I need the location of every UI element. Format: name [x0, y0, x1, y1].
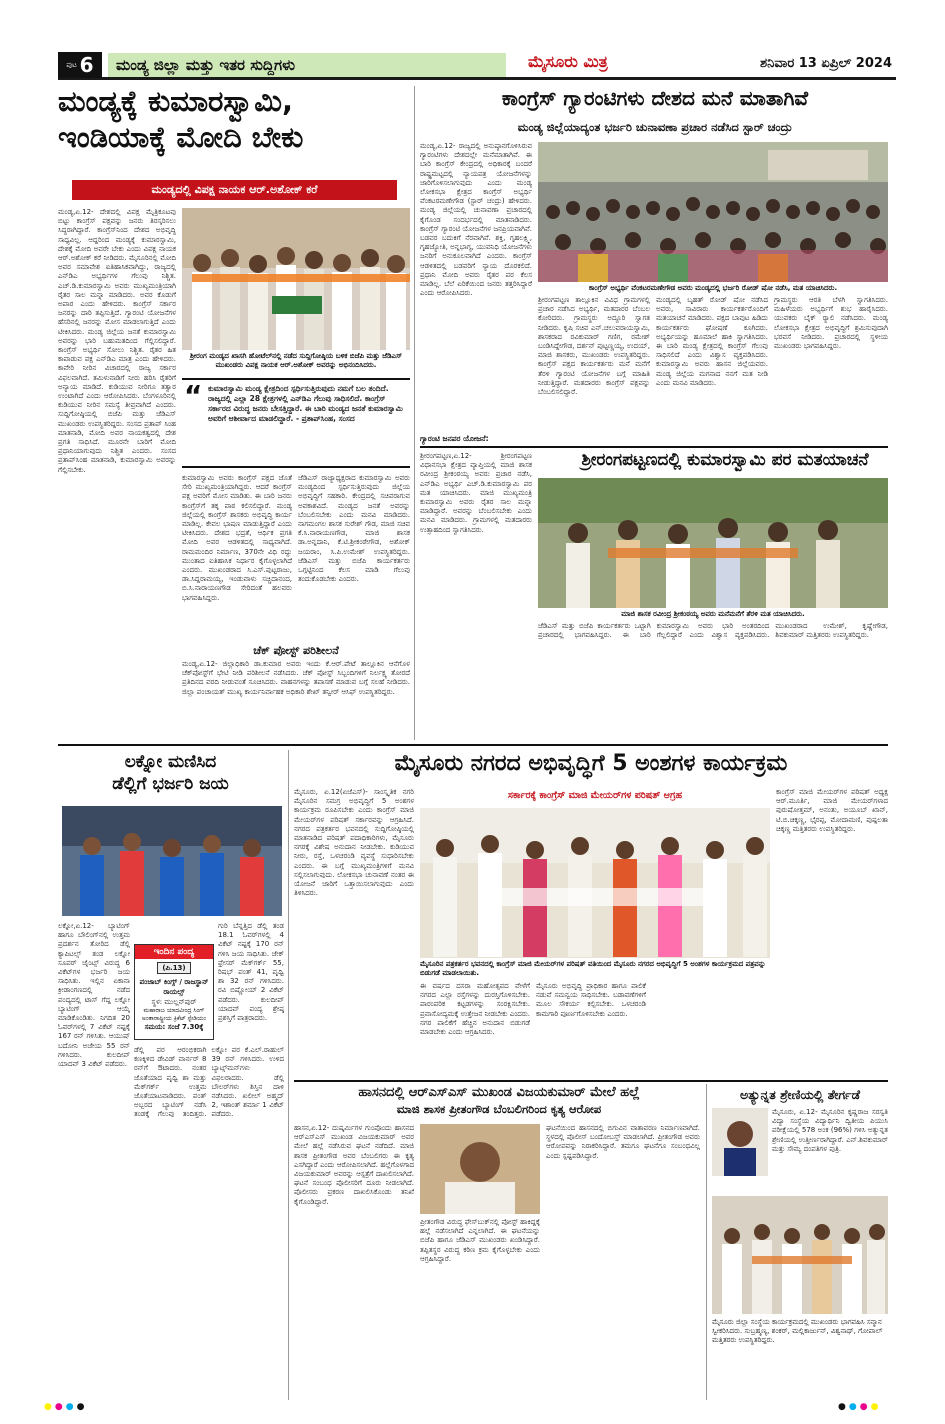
story2-col4-text: ಗ್ರಾಮಸ್ಥರು ಆರತಿ ಬೆಳಗಿ ಸ್ವಾಗತಿಸಿದರು. ಮಹಿಳೆಯರು ಅಭ್ಯರ್ಥಿಗೆ ಶುಭ ಹಾರೈಸಿದರು. ಯುವಕರು ಬೈಕ್ ರ‍್ಯಾಲಿ ನಡೆಸಿದರು. ಮಂಡ್ಯ ಲೋಕಸಭಾ ಕ್ಷೇತ್ರದ ಅಭಿವೃದ್ಧಿಗೆ ಶ್ರಮಿಸುವುದಾಗಿ ಭರವಸೆ ನೀಡಿದರು. ಪ್ರಚಾರದಲ್ಲಿ ಸ್ಥಳೀಯ ಮುಖಂಡರು ಭಾಗವಹಿಸಿದ್ದರು. [774, 296, 888, 351]
page-number-badge [58, 52, 102, 78]
story4-photo [420, 808, 770, 958]
story4-col3 [536, 982, 646, 1074]
infobox-title: ಇಂದಿನ ಪಂದ್ಯ [135, 945, 213, 959]
story3-col-left [420, 452, 532, 740]
infobox-details: ಮಹಾರಾಜ ಯಾದವೀಂದ್ರ ಸಿಂಗ್ ಅಂತಾರಾಷ್ಟ್ರೀಯ ಕ್ರಿಕೆಟ್ ಸ್ಟೇಡಿಯಂ [141, 1007, 207, 1022]
sports-col3-text: ಡೆಲ್ಲಿ ಪರ ಆರಂಭಿಕರಾಗಿ ಕಣಕ್ಕಿಳಿದ ಡೇವಿಡ್ ವಾರ್ನರ್ 8 ರನ್‌ಗೆ ಔಟಾದರು. ನಂತರ ಜೊತೆಯಾದ ಪೃಥ್ವಿ ಶಾ ಮತ್ತು ಮೆಕ್‌ಗರ್ಕ್ ಉತ್ತಮ ಜೊತೆಯಾಟವಾಡಿದರು. ಪಂತ್ ಅಬ್ಬರದ ಬ್ಯಾಟಿಂಗ್ ನಡೆಸಿ ತಂಡಕ್ಕೆ ಗೆಲುವು ತಂದಿತ್ತರು. ಲಕ್ನೋ ಪರ ಕೆ.ಎಲ್.ರಾಹುಲ್ 39 ರನ್ ಗಳಿಸಿದರು. ಉಳಿದ ಬ್ಯಾಟ್ಸ್‌ಮನ್‌ಗಳು ವಿಫಲರಾದರು. ಡೆಲ್ಲಿ ಬೌಲರ್‌ಗಳು ಶಿಸ್ತಿನ ದಾಳಿ ನಡೆಸಿದರು. ಖಲೀಲ್ ಅಹ್ಮದ್ 2, ಇಶಾಂತ್ ಶರ್ಮಾ 1 ವಿಕೆಟ್ ಪಡೆದರು. [134, 1046, 284, 1119]
column-rule [288, 750, 289, 1400]
sports-photo [62, 806, 282, 916]
check-post-title: ಚೆಕ್ ಪೋಸ್ಟ್ ಪರಿಶೀಲನೆ [253, 644, 339, 657]
story4-col2-text: ಈ ವರ್ಷದ ದಸರಾ ಮಹೋತ್ಸವದ ವೇಳೆಗೆ ನಗರದ ಎಲ್ಲಾ ರಸ್ತೆಗಳನ್ನು ದುರಸ್ತಿಗೊಳಿಸಬೇಕು. ಪಾರಂಪರಿಕ ಕಟ್ಟಡಗಳನ್ನು ಸಂರಕ್ಷಿಸಬೇಕು. ಪ್ರವಾಸೋದ್ಯಮಕ್ಕೆ ಉತ್ತೇಜನ ನೀಡಬೇಕು ಎಂದರು. ನಗರ ಪಾಲಿಕೆಗೆ ಹೆಚ್ಚಿನ ಅನುದಾನ ಬಿಡುಗಡೆ ಮಾಡಬೇಕು ಎಂದು ಆಗ್ರಹಿಸಿದರು. [420, 982, 530, 1037]
story5-col2 [420, 1218, 540, 1400]
story2-col3-text: ಮಂಡ್ಯದಲ್ಲಿ ಬೃಹತ್ ರೋಡ್ ಷೋ ನಡೆಸಿದ ಅವರು, ಸಾವಿರಾರು ಕಾರ್ಯಕರ್ತರೊಂದಿಗೆ ಮತಯಾಚನೆ ಮಾಡಿದರು. ಪಕ್ಷದ ಬಾವುಟ ಹಿಡಿದು ಕಾರ್ಯಕರ್ತರು ಘೋಷಣೆ ಕೂಗಿದರು. ಅಭ್ಯರ್ಥಿಯನ್ನು ಹೂಮಾಲೆ ಹಾಕಿ ಸ್ವಾಗತಿಸಿದರು. ಈ ಬಾರಿ ಮಂಡ್ಯ ಕ್ಷೇತ್ರದಲ್ಲಿ ಕಾಂಗ್ರೆಸ್ ಗೆಲುವು ಸಾಧಿಸಲಿದೆ ಎಂದು ವಿಶ್ವಾಸ ವ್ಯಕ್ತಪಡಿಸಿದರು. ಕುಮಾರಸ್ವಾಮಿ ಅವರು ಹಾಸನ ಜಿಲ್ಲೆಯವರು. ಮಂಡ್ಯ ಜಿಲ್ಲೆಯ ಮಗನಾದ ನನಗೆ ಮತ ನೀಡಿ ಎಂದು ಮನವಿ ಮಾಡಿದರು. [656, 296, 768, 387]
story1-headline [58, 86, 413, 153]
page-label: ಪುಟ [66, 60, 77, 69]
sports-col2-text: ಗುರಿ ಬೆನ್ನತ್ತಿದ ಡೆಲ್ಲಿ ತಂಡ 18.1 ಓವರ್‌ಗಳಲ್ಲಿ 4 ವಿಕೆಟ್ ನಷ್ಟಕ್ಕೆ 170 ರನ್ ಗಳಿಸಿ ಜಯ ಸಾಧಿಸಿತು. ಜೇಕ್ ಫ್ರೇಸರ್ ಮೆಕ್‌ಗರ್ಕ್ 55, ರಿಷಭ್ ಪಂತ್ 41, ಪೃಥ್ವಿ ಶಾ 32 ರನ್ ಗಳಿಸಿದರು. ರವಿ ಬಿಷ್ಣೋಯ್ 2 ವಿಕೆಟ್ ಪಡೆದರು. ಕುಲದೀಪ್ ಯಾದವ್ ಪಂದ್ಯ ಶ್ರೇಷ್ಠ ಪ್ರಶಸ್ತಿಗೆ ಪಾತ್ರರಾದರು. [218, 922, 284, 1023]
story1-photo-caption: ಶ್ರೀರಂಗ ಮಂಡ್ಯದ ಖಾಸಗಿ ಹೋಟೆಲ್‌ನಲ್ಲಿ ನಡೆದ ಸುದ್ದಿಗೋಷ್ಠಿಯ ಬಳಿಕ ಬಿಜೆಪಿ ಮತ್ತು ಜೆಡಿಎಸ್ ಮುಖಂಡರು ವಿಪಕ್ಷ ನಾಯಕ ಆರ್.ಅಶೋಕ್ ಅವರನ್ನು ಅಭಿನಂದಿಸಿದರು. [190, 352, 402, 369]
story5-headline [294, 1086, 704, 1115]
story4-col3-text: ಮೈಸೂರು ಅಭಿವೃದ್ಧಿ ಪ್ರಾಧಿಕಾರ ಹಾಗೂ ಪಾಲಿಕೆ ನಡುವೆ ಸಮನ್ವಯ ಸಾಧಿಸಬೇಕು. ಬಡಾವಣೆಗಳಿಗೆ ಮೂಲ ಸೌಕರ್ಯ ಕಲ್ಪಿಸಬೇಕು. ಒಳಚರಂಡಿ ಕಾಮಗಾರಿ ಪೂರ್ಣಗೊಳಿಸಬೇಕು ಎಂದರು. [536, 982, 646, 1018]
story2-col2 [538, 296, 650, 434]
story3-body2-text: ಜೆಡಿಎಸ್ ಮತ್ತು ಬಿಜೆಪಿ ಕಾರ್ಯಕರ್ತರು ಒಟ್ಟಾಗಿ ಪ್ರಚಾರದಲ್ಲಿ ಭಾಗವಹಿಸಿದ್ದರು. ಈ ಬಾರಿ ಕುಮಾರಸ್ವಾಮಿ ಅವರು ಭಾರಿ ಅಂತರದಿಂದ ಗೆಲ್ಲಲಿದ್ದಾರೆ ಎಂದು ವಿಶ್ವಾಸ ವ್ಯಕ್ತಪಡಿಸಿದರು. ಮುಖಂಡರಾದ ಉಮೇಶ್, ಕೃಷ್ಣೇಗೌಡ, ಶಿವಕುಮಾರ್ ಮತ್ತಿತರರು ಉಪಸ್ಥಿತರಿದ್ದರು. [538, 622, 888, 640]
registration-marks-left: ●●●● [44, 1402, 88, 1412]
page-header [58, 50, 896, 80]
story1-photo [182, 208, 410, 350]
story6-body-text: ಮೈಸೂರು, ಏ.12- ಮೈಸೂರಿನ ಕೃಷ್ಣರಾಜ ಸರಸ್ವತಿ ವಿದ್ಯಾ ಸಂಸ್ಥೆಯ ವಿದ್ಯಾರ್ಥಿನಿ ದ್ವಿತೀಯ ಪಿಯುಸಿ ಪರೀಕ್ಷೆಯಲ್ಲಿ 578 ಅಂಕ (96%) ಗಳಿಸಿ ಅತ್ಯುನ್ನತ ಶ್ರೇಣಿಯಲ್ಲಿ ಉತ್ತೀರ್ಣರಾಗಿದ್ದಾರೆ. ಎನ್.ಶಿವಕುಮಾರ್ ಮತ್ತು ಸೌಮ್ಯ ದಂಪತಿಗಳ ಪುತ್ರಿ. [772, 1108, 888, 1153]
sports-infobox [134, 944, 214, 1040]
quote-mark-icon: “ [184, 379, 203, 412]
story1-quote [182, 378, 410, 468]
story5-col1 [294, 1124, 414, 1400]
story5-col3 [546, 1124, 700, 1400]
story6-body [772, 1108, 888, 1192]
story2-subtitle: ಗ್ಯಾರಂಟಿ ಜನಪರ ಯೋಜನೆ: [420, 434, 489, 443]
story5-headline-line2: ಮಾಜಿ ಶಾಸಕ ಪ್ರೀತಂಗೌಡ ಬೆಂಬಲಿಗರಿಂದ ಕೃತ್ಯ ಆರೋಪ [396, 1101, 602, 1116]
story1-col1 [58, 208, 176, 738]
sports-headline-line1: ಲಕ್ನೋ ಮಣಿಸಿದ [124, 752, 217, 772]
check-post-text: ಮಂಡ್ಯ,ಏ.12- ಜಿಲ್ಲಾಧಿಕಾರಿ ಡಾ.ಕುಮಾರ ಅವರು ಇಂದು ಕೆ.ಆರ್.ಪೇಟೆ ತಾಲ್ಲೂಕಿನ ಆನೆಗೊಳ ಚೆಕ್‌ಪೋಸ್ಟ್‌ಗೆ ಭೇಟಿ ನೀಡಿ ಪರಿಶೀಲನೆ ನಡೆಸಿದರು. ಚೆಕ್ ಪೋಸ್ಟ್ ಸಿಬ್ಬಂದಿಗಳಿಗೆ ನಿರ್ಲಕ್ಷ್ಯ ತೋರದೆ ಪ್ರತಿದಿನದ ವರದಿ ನೀಡುವಂತೆ ಸೂಚಿಸಿದರು. ವಾಹನಗಳನ್ನು ತಪಾಸಣೆ ಮಾಡುವ ಬಗ್ಗೆ ಸಲಹೆ ನೀಡಿದರು. ಜಿಲ್ಲಾ ಪಂಚಾಯತ್ ಮುಖ್ಯ ಕಾರ್ಯನಿರ್ವಾಹಕ ಅಧಿಕಾರಿ ಶೇಖ್ ತನ್ವೀರ್ ಆಸಿಫ್ ಉಪಸ್ಥಿತರಿದ್ದರು. [182, 660, 410, 696]
column-rule [414, 86, 415, 740]
story1-headline-line2: ಇಂಡಿಯಾಕ್ಕೆ ಮೋದಿ ಬೇಕು [58, 120, 304, 155]
sports-col3 [134, 1046, 284, 1400]
story1-col1-text: ಮಂಡ್ಯ,ಏ.12- ದೇಶದಲ್ಲಿ ವಿಪಕ್ಷ ಮೈತ್ರಿಕೂಟವು ಬಿಟ್ಟು ಕಾಂಗ್ರೆಸ್ ಪಕ್ಷವನ್ನು ಜನರು ತಿರಸ್ಕರಿಸಲು ಸಿದ್ಧರಾಗಿದ್ದಾರೆ. ಕಾಂಗ್ರೆಸ್‌ನಿಂದ ದೇಶದ ಅಭಿವೃದ್ಧಿ ಸಾಧ್ಯವಿಲ್ಲ. ಆದ್ದರಿಂದ ಮಂಡ್ಯಕ್ಕೆ ಕುಮಾರಸ್ವಾಮಿ, ದೇಶಕ್ಕೆ ಮೋದಿ ಅವರೇ ಬೇಕು ಎಂದು ವಿಪಕ್ಷ ನಾಯಕ ಆರ್.ಅಶೋಕ್ ಕರೆ ನೀಡಿದರು. ಮೈಸೂರಿನಲ್ಲಿ ಮೋದಿ ಅವರ ಸಮಾವೇಶ ಐತಿಹಾಸಿಕವಾಗಿದ್ದು, ರಾಜ್ಯದಲ್ಲಿ ಎನ್‌ಡಿಎ ಅಭ್ಯರ್ಥಿಗಳ ಗೆಲುವು ನಿಶ್ಚಿತ. ಎಚ್.ಡಿ.ಕುಮಾರಸ್ವಾಮಿ ಅವರು ಮುಖ್ಯಮಂತ್ರಿಯಾಗಿ ರೈತರ ಸಾಲ ಮನ್ನಾ ಮಾಡಿದರು. ಅವರ ಕೊಡುಗೆ ಅಪಾರ ಎಂದು ಹೇಳಿದರು. ಕಾಂಗ್ರೆಸ್ ಸರ್ಕಾರ ಜನರನ್ನು ದಾರಿ ತಪ್ಪಿಸುತ್ತಿದೆ. ಗ್ಯಾರಂಟಿ ಯೋಜನೆಗಳ ಹೆಸರಿನಲ್ಲಿ ಜನರನ್ನು ಮೋಸ ಮಾಡಲಾಗುತ್ತಿದೆ ಎಂದು ಟೀಕಿಸಿದರು. ಮಂಡ್ಯ ಜಿಲ್ಲೆಯ ಜನತೆ ಕುಮಾರಸ್ವಾಮಿ ಅವರನ್ನು ಭಾರಿ ಬಹುಮತದಿಂದ ಗೆಲ್ಲಿಸಲಿದ್ದಾರೆ. ಕಾಂಗ್ರೆಸ್ ಅಭ್ಯರ್ಥಿ ಸೋಲು ನಿಶ್ಚಿತ. ರೈತರ ಹಿತ ಕಾಪಾಡುವ ಪಕ್ಷ ಎನ್‌ಡಿಎ ಮಾತ್ರ ಎಂದು ಹೇಳಿದರು. ಕಾವೇರಿ ನೀರಿನ ವಿಚಾರದಲ್ಲಿ ರಾಜ್ಯ ಸರ್ಕಾರ ವಿಫಲವಾಗಿದೆ. ತಮಿಳುನಾಡಿಗೆ ನೀರು ಹರಿಸಿ ರೈತರಿಗೆ ಅನ್ಯಾಯ ಮಾಡಿದೆ. ಕುಡಿಯುವ ನೀರಿಗೂ ತತ್ವಾರ ಉಂಟಾಗಿದೆ ಎಂದು ಆರೋಪಿಸಿದರು. ಬೆಂಗಳೂರಿನಲ್ಲಿ ಕುಡಿಯುವ ನೀರಿನ ಸಮಸ್ಯೆ ತೀವ್ರವಾಗಿದೆ ಎಂದರು. ಸುದ್ದಿಗೋಷ್ಠಿಯಲ್ಲಿ ಬಿಜೆಪಿ ಮತ್ತು ಜೆಡಿಎಸ್ ಮುಖಂಡರು ಉಪಸ್ಥಿತರಿದ್ದರು. ಸಂಸದ ಪ್ರತಾಪ್ ಸಿಂಹ ಮಾತನಾಡಿ, ಮೋದಿ ಅವರ ನಾಯಕತ್ವದಲ್ಲಿ ದೇಶ ಪ್ರಗತಿ ಸಾಧಿಸಿದೆ. ಮೂರನೇ ಬಾರಿಗೆ ಮೋದಿ ಪ್ರಧಾನಿಯಾಗುವುದು ನಿಶ್ಚಿತ ಎಂದರು. ಸಂಸದ ಪ್ರತಾಪ್‌ಸಿಂಹ ಮಾತನಾಡಿ, ಕುಮಾರಸ್ವಾಮಿ ಅವರನ್ನು ಗೆಲ್ಲಿಸಬೇಕು. [58, 208, 176, 474]
story3-photo [538, 478, 888, 608]
check-post-body [182, 660, 410, 740]
story5-col3-text: ಘಟನೆಯಿಂದ ಹಾಸನದಲ್ಲಿ ಬಿಗುವಿನ ವಾತಾವರಣ ನಿರ್ಮಾಣವಾಗಿದೆ. ಸ್ಥಳದಲ್ಲಿ ಪೊಲೀಸ್ ಬಂದೋಬಸ್ತ್ ಮಾಡಲಾಗಿದೆ. ಪ್ರೀತಂಗೌಡ ಅವರು ಆರೋಪವನ್ನು ನಿರಾಕರಿಸಿದ್ದಾರೆ. ತಮಗೂ ಘಟನೆಗೂ ಸಂಬಂಧವಿಲ್ಲ ಎಂದು ಸ್ಪಷ್ಟಪಡಿಸಿದ್ದಾರೆ. [546, 1124, 700, 1160]
story3-body-text: ಶ್ರೀರಂಗಪಟ್ಟಣ,ಏ.12- ಶ್ರೀರಂಗಪಟ್ಟಣ ವಿಧಾನಸಭಾ ಕ್ಷೇತ್ರದ ವ್ಯಾಪ್ತಿಯಲ್ಲಿ ಮಾಜಿ ಶಾಸಕ ರವೀಂದ್ರ ಶ್ರೀಕಂಠಯ್ಯ ಅವರು ಪ್ರಚಾರ ನಡೆಸಿ, ಎನ್‌ಡಿಎ ಅಭ್ಯರ್ಥಿ ಎಚ್.ಡಿ.ಕುಮಾರಸ್ವಾಮಿ ಪರ ಮತ ಯಾಚಿಸಿದರು. ಮಾಜಿ ಮುಖ್ಯಮಂತ್ರಿ ಕುಮಾರಸ್ವಾಮಿ ಅವರು ರೈತರ ಸಾಲ ಮನ್ನಾ ಮಾಡಿದ್ದಾರೆ. ಅವರನ್ನು ಬೆಂಬಲಿಸಬೇಕು ಎಂದು ಮನವಿ ಮಾಡಿದರು. ಗ್ರಾಮಗಳಲ್ಲಿ ಮತದಾರರು ಉತ್ಸಾಹದಿಂದ ಸ್ವಾಗತಿಸಿದರು. [420, 452, 532, 534]
story1-headline-line1: ಮಂಡ್ಯಕ್ಕೆ ಕುಮಾರಸ್ವಾಮಿ, [58, 84, 293, 118]
sports-col2 [218, 922, 284, 1062]
story4-col1-text: ಮೈಸೂರು, ಏ.12(ಏಜೆಎಸ್)- ಸಾಂಸ್ಕೃತಿಕ ನಗರಿ ಮೈಸೂರಿನ ಸಮಗ್ರ ಅಭಿವೃದ್ಧಿಗೆ 5 ಅಂಶಗಳ ಕಾರ್ಯಕ್ರಮ ರೂಪಿಸಬೇಕು ಎಂದು ಕಾಂಗ್ರೆಸ್ ಮಾಜಿ ಮೇಯರ್‌ಗಳ ಪರಿಷತ್ ಸರ್ಕಾರವನ್ನು ಆಗ್ರಹಿಸಿದೆ. ನಗರದ ಪತ್ರಕರ್ತರ ಭವನದಲ್ಲಿ ಸುದ್ದಿಗೋಷ್ಠಿಯಲ್ಲಿ ಮಾತನಾಡಿದ ಪರಿಷತ್ ಪದಾಧಿಕಾರಿಗಳು, ಮೈಸೂರು ನಗರಕ್ಕೆ ವಿಶೇಷ ಅನುದಾನ ನೀಡಬೇಕು. ಕುಡಿಯುವ ನೀರು, ರಸ್ತೆ, ಒಳಚರಂಡಿ ವ್ಯವಸ್ಥೆ ಸುಧಾರಿಸಬೇಕು ಎಂದರು. ಈ ಬಗ್ಗೆ ಮುಖ್ಯಮಂತ್ರಿಗಳಿಗೆ ಮನವಿ ಸಲ್ಲಿಸಲಾಗುವುದು. ಲೋಕಸಭಾ ಚುನಾವಣೆ ನಂತರ ಈ ಯೋಜನೆ ಜಾರಿಗೆ ಒತ್ತಾಯಿಸಲಾಗುವುದು ಎಂದು ತಿಳಿಸಿದರು. [294, 788, 414, 898]
story4-deck: ಸರ್ಕಾರಕ್ಕೆ ಕಾಂಗ್ರೆಸ್ ಮಾಜಿ ಮೇಯರ್‌ಗಳ ಪರಿಷತ್ ಆಗ್ರಹ [420, 788, 770, 804]
column-rule [706, 1084, 707, 1400]
story2-col4 [774, 296, 888, 434]
story6-photo [712, 1196, 888, 1314]
story2-col1-text: ಮಂಡ್ಯ,ಏ.12- ರಾಜ್ಯದಲ್ಲಿ ಅನುಷ್ಠಾನಗೊಳಿಸಿರುವ ಗ್ಯಾರಂಟಿಗಳು ದೇಶದಲ್ಲೇ ಮನೆಮಾತಾಗಿವೆ. ಈ ಬಾರಿ ಕಾಂಗ್ರೆಸ್ ಕೇಂದ್ರದಲ್ಲಿ ಅಧಿಕಾರಕ್ಕೆ ಬಂದರೆ ರಾಷ್ಟ್ರಮಟ್ಟದಲ್ಲಿ ನ್ಯಾಯಪತ್ರ ಯೋಜನೆಗಳನ್ನು ಜಾರಿಗೊಳಿಸಲಾಗುವುದು ಎಂದು ಮಂಡ್ಯ ಲೋಕಸಭಾ ಕ್ಷೇತ್ರದ ಕಾಂಗ್ರೆಸ್ ಅಭ್ಯರ್ಥಿ ವೆಂಕಟರಮಣೇಗೌಡ (ಸ್ಟಾರ್ ಚಂದ್ರು) ಹೇಳಿದರು. ಮಂಡ್ಯ ಜಿಲ್ಲೆಯಲ್ಲಿ ಚುನಾವಣಾ ಪ್ರಚಾರದಲ್ಲಿ ಕೈಗೊಂಡ ಸಂದರ್ಭದಲ್ಲಿ ಮಾತನಾಡಿದರು. ಕಾಂಗ್ರೆಸ್ ಗ್ಯಾರಂಟಿ ಯೋಜನೆಗಳ ಜನಪ್ರಿಯವಾಗಿವೆ. ಬಡವರ ಬದುಕಿಗೆ ನೆರವಾಗಿವೆ. ಶಕ್ತಿ, ಗೃಹಲಕ್ಷ್ಮಿ, ಗೃಹಜ್ಯೋತಿ, ಅನ್ನಭಾಗ್ಯ, ಯುವನಿಧಿ ಯೋಜನೆಗಳು ಜನರಿಗೆ ಅನುಕೂಲವಾಗಿದೆ ಎಂದರು. ಕಾಂಗ್ರೆಸ್ ಆಡಳಿತದಲ್ಲಿ ಬಡವರಿಗೆ ನ್ಯಾಯ ದೊರಕಲಿದೆ. ಪ್ರಧಾನಿ ಮೋದಿ ಅವರು ರೈತರ ಪರ ಕೆಲಸ ಮಾಡಿಲ್ಲ. ಬೆಲೆ ಏರಿಕೆಯಿಂದ ಜನರು ತತ್ತರಿಸಿದ್ದಾರೆ ಎಂದು ಆರೋಪಿಸಿದರು. [420, 142, 532, 298]
story4-col1 [294, 788, 414, 1008]
sports-col1-text: ಲಕ್ನೋ,ಏ.12- ಬ್ಯಾಟಿಂಗ್ ಹಾಗೂ ಬೌಲಿಂಗ್‌ನಲ್ಲಿ ಉತ್ತಮ ಪ್ರದರ್ಶನ ತೋರಿದ ಡೆಲ್ಲಿ ಕ್ಯಾಪಿಟಲ್ಸ್ ತಂಡ ಲಕ್ನೋ ಸೂಪರ್ ಜೈಂಟ್ಸ್ ವಿರುದ್ಧ 6 ವಿಕೆಟ್‌ಗಳ ಭರ್ಜರಿ ಜಯ ಸಾಧಿಸಿತು. ಇಲ್ಲಿನ ಏಕಾನಾ ಕ್ರೀಡಾಂಗಣದಲ್ಲಿ ನಡೆದ ಪಂದ್ಯದಲ್ಲಿ ಟಾಸ್ ಗೆದ್ದ ಲಕ್ನೋ ಬ್ಯಾಟಿಂಗ್ ಆಯ್ಕೆ ಮಾಡಿಕೊಂಡಿತು. ನಿಗದಿತ 20 ಓವರ್‌ಗಳಲ್ಲಿ 7 ವಿಕೆಟ್ ನಷ್ಟಕ್ಕೆ 167 ರನ್ ಗಳಿಸಿತು. ಆಯುಷ್ ಬದೋನಿ ಅಜೇಯ 55 ರನ್ ಗಳಿಸಿದರು. ಕುಲದೀಪ್ ಯಾದವ್ 3 ವಿಕೆಟ್ ಪಡೆದರು. [58, 922, 130, 1069]
story5-photo [420, 1124, 540, 1214]
infobox-match-no: (ಪಿ.13) [157, 962, 190, 974]
story5-headline-line1: ಹಾಸನದಲ್ಲಿ ಆರ್‌ಎಸ್‌ಎಸ್ ಮುಖಂಡ ವಿಜಯಕುಮಾರ್ ಮೇಲೆ ಹಲ್ಲೆ [358, 1085, 640, 1100]
story2-col3 [656, 296, 768, 434]
sports-headline-line2: ಡೆಲ್ಲಿಗೆ ಭರ್ಜರಿ ಜಯ [112, 773, 229, 794]
story6-portrait [712, 1108, 768, 1176]
story1-col3 [298, 474, 410, 638]
sports-col1 [58, 922, 130, 1400]
story5-col2-text: ಪ್ರೀತಂಗೌಡ ವಿರುದ್ಧ ಫೇಸ್‌ಬುಕ್‌ನಲ್ಲಿ ಪೋಸ್ಟ್ ಹಾಕಿದ್ದಕ್ಕೆ ಹಲ್ಲೆ ನಡೆಸಲಾಗಿದೆ ಎನ್ನಲಾಗಿದೆ. ಈ ಘಟನೆಯನ್ನು ಬಿಜೆಪಿ ಹಾಗೂ ಜೆಡಿಎಸ್ ಮುಖಂಡರು ಖಂಡಿಸಿದ್ದಾರೆ. ತಪ್ಪಿತಸ್ಥರ ವಿರುದ್ಧ ಕಠಿಣ ಕ್ರಮ ಕೈಗೊಳ್ಳಬೇಕು ಎಂದು ಆಗ್ರಹಿಸಿದ್ದಾರೆ. [420, 1218, 540, 1263]
story1-col2 [182, 474, 292, 638]
story2-photo-caption: ಕಾಂಗ್ರೆಸ್ ಅಭ್ಯರ್ಥಿ ವೆಂಕಟರಮಣೇಗೌಡ ಅವರು ಮಂಡ್ಯದಲ್ಲಿ ಭರ್ಜರಿ ರೋಡ್ ಷೋ ನಡೆಸಿ, ಮತ ಯಾಚಿಸಿದರು. [588, 284, 838, 292]
story3-photo-caption: ಮಾಜಿ ಶಾಸಕ ರವೀಂದ್ರ ಶ್ರೀಕಂಠಯ್ಯ ಅವರು ಮನೆಮನೆಗೆ ತೆರಳಿ ಮತ ಯಾಚಿಸಿದರು. [621, 610, 805, 618]
infobox-teams: ಪಂಜಾಬ್ ಕಿಂಗ್ಸ್ / ರಾಜಸ್ಥಾನ್ ರಾಯಲ್ಸ್ [139, 978, 209, 996]
story4-col2 [420, 982, 530, 1074]
story6-photo-caption: ಮೈಸೂರು ಜಿಲ್ಲಾ ಸಂಸ್ಥೆಯ ಕಾರ್ಯಕ್ರಮದಲ್ಲಿ ಮುಖಂಡರು ಭಾಗವಹಿಸಿ ಸನ್ಮಾನ ಸ್ವೀಕರಿಸಿದರು. ಸುಬ್ರಹ್ಮಣ್ಯ, ಶಂಕರ್, ಮಲ್ಲಿಕಾರ್ಜುನ್, ವಿಶ್ವನಾಥ್, ಗೋಪಾಲ್ ಮತ್ತಿತರರು ಉಪಸ್ಥಿತರಿದ್ದರು. [712, 1318, 883, 1344]
story2-headline: ಕಾಂಗ್ರೆಸ್ ಗ್ಯಾರಂಟಿಗಳು ದೇಶದ ಮನೆ ಮಾತಾಗಿವೆ [501, 86, 809, 110]
section-rule [294, 1080, 888, 1082]
story2-col1 [420, 142, 532, 432]
masthead-logo: ಮೈಸೂರು ಮಿತ್ರ [528, 52, 608, 71]
section-name: ಮಂಡ್ಯ ಜಿಲ್ಲಾ ಮತ್ತು ಇತರ ಸುದ್ದಿಗಳು [108, 53, 506, 77]
infobox-venue: ಸ್ಥಳ: ಮುಲ್ಲನ್‌ಪುರ್ [151, 998, 197, 1006]
story1-col2-text: ಕುಮಾರಸ್ವಾಮಿ ಅವರು ಕಾಂಗ್ರೆಸ್ ಪಕ್ಷದ ಜೊತೆ ಸೇರಿ ಮುಖ್ಯಮಂತ್ರಿಯಾಗಿದ್ದರು. ಆದರೆ ಕಾಂಗ್ರೆಸ್ ಪಕ್ಷ ಅವರಿಗೆ ಮೋಸ ಮಾಡಿತು. ಈ ಬಾರಿ ಜನರು ಕಾಂಗ್ರೆಸ್‌ಗೆ ತಕ್ಕ ಪಾಠ ಕಲಿಸಲಿದ್ದಾರೆ. ಮಂಡ್ಯ ಜಿಲ್ಲೆಯಲ್ಲಿ ಕಾಂಗ್ರೆಸ್ ಶಾಸಕರು ಅಭಿವೃದ್ಧಿ ಕಾರ್ಯ ಮಾಡಿಲ್ಲ. ಕೇವಲ ಭಾಷಣ ಮಾಡುತ್ತಿದ್ದಾರೆ ಎಂದು ಟೀಕಿಸಿದರು. ದೇಶದ ಭದ್ರತೆ, ಆರ್ಥಿಕ ಪ್ರಗತಿ ಮೋದಿ ಅವರ ಆಡಳಿತದಲ್ಲಿ ಸಾಧ್ಯವಾಗಿದೆ. ರಾಮಮಂದಿರ ನಿರ್ಮಾಣ, 370ನೇ ವಿಧಿ ರದ್ದು ಮುಂತಾದ ಐತಿಹಾಸಿಕ ನಿರ್ಧಾರ ಕೈಗೊಳ್ಳಲಾಗಿದೆ ಎಂದರು. ಮುಖಂಡರಾದ ಸಿ.ಎಸ್.ಪುಟ್ಟರಾಜು, ಡಾ.ಸಿದ್ದರಾಮಯ್ಯ, ಇಂಡುವಾಳು ಸಚ್ಚಿದಾನಂದ, ಬಿ.ಸಿ.ನಾರಾಯಣಗೌಡ ಸೇರಿದಂತೆ ಹಲವರು ಭಾಗವಹಿಸಿದ್ದರು. [182, 474, 292, 602]
story1-deck: ಮಂಡ್ಯದಲ್ಲಿ ವಿಪಕ್ಷ ನಾಯಕ ಆರ್.ಅಶೋಕ್ ಕರೆ [72, 180, 397, 200]
story5-col1-text: ಹಾಸನ,ಏ.12- ದುಷ್ಕರ್ಮಿಗಳ ಗುಂಪೊಂದು ಹಾಸನದ ಆರ್‌ಎಸ್‌ಎಸ್ ಮುಖಂಡ ವಿಜಯಕುಮಾರ್ ಅವರ ಮೇಲೆ ಹಲ್ಲೆ ನಡೆಸಿರುವ ಘಟನೆ ನಡೆದಿದೆ. ಮಾಜಿ ಶಾಸಕ ಪ್ರೀತಂಗೌಡ ಅವರ ಬೆಂಬಲಿಗರು ಈ ಕೃತ್ಯ ಎಸಗಿದ್ದಾರೆ ಎಂದು ಆರೋಪಿಸಲಾಗಿದೆ. ಹಲ್ಲೆಗೊಳಗಾದ ವಿಜಯಕುಮಾರ್ ಅವರನ್ನು ಆಸ್ಪತ್ರೆಗೆ ದಾಖಲಿಸಲಾಗಿದೆ. ಘಟನೆ ಸಂಬಂಧ ಪೊಲೀಸರಿಗೆ ದೂರು ನೀಡಲಾಗಿದೆ. ಪೊಲೀಸರು ಪ್ರಕರಣ ದಾಖಲಿಸಿಕೊಂಡು ತನಿಖೆ ಕೈಗೊಂಡಿದ್ದಾರೆ. [294, 1124, 414, 1206]
story2-photo [538, 142, 888, 282]
infobox-time: ಸಮಯ: ಸಂಜೆ 7.30ಕ್ಕೆ [144, 1023, 204, 1031]
page-divider [58, 744, 888, 746]
story4-photo-caption: ಮೈಸೂರಿನ ಪತ್ರಕರ್ತರ ಭವನದಲ್ಲಿ ಕಾಂಗ್ರೆಸ್ ಮಾಜಿ ಮೇಯರ್‌ಗಳ ಪರಿಷತ್ ವತಿಯಿಂದ ಮೈಸೂರು ನಗರದ ಅಭಿವೃದ್ಧಿಗೆ 5 ಅಂಶಗಳ ಕಾರ್ಯಕ್ರಮದ ಪತ್ರವನ್ನು ಬಿಡುಗಡೆ ಮಾಡಲಾಯಿತು. [420, 960, 766, 977]
story4-col4 [776, 788, 888, 1078]
page-number: 6 [79, 53, 94, 77]
section-rule [420, 446, 888, 448]
story3-headline: ಶ್ರೀರಂಗಪಟ್ಟಣದಲ್ಲಿ ಕುಮಾರಸ್ವಾಮಿ ಪರ ಮತಯಾಚನೆ [581, 450, 869, 470]
story4-headline: ಮೈಸೂರು ನಗರದ ಅಭಿವೃದ್ಧಿಗೆ 5 ಅಂಶಗಳ ಕಾರ್ಯಕ್ರಮ [394, 751, 788, 776]
sports-headline [58, 754, 283, 794]
registration-marks-right: ●●●● [838, 1402, 882, 1412]
story4-col4-text: ಕಾಂಗ್ರೆಸ್ ಮಾಜಿ ಮೇಯರ್‌ಗಳ ಪರಿಷತ್ ಅಧ್ಯಕ್ಷ ಆರ್.ಮೂರ್ತಿ, ಮಾಜಿ ಮೇಯರ್‌ಗಳಾದ ಪುರುಷೋತ್ತಮ್, ಅನಂತು, ಅಯೂಬ್ ಖಾನ್, ಟಿ.ಬಿ.ಚಿಕ್ಕಣ್ಣ, ಭೈರಪ್ಪ, ಮೋದಾಮಣಿ, ಪುಷ್ಪಲತಾ ಚಿಕ್ಕಣ್ಣ ಮತ್ತಿತರರು ಉಪಸ್ಥಿತರಿದ್ದರು. [776, 788, 888, 833]
story6-headline: ಅತ್ಯುನ್ನತ ಶ್ರೇಣಿಯಲ್ಲಿ ತೇರ್ಗಡೆ [739, 1087, 861, 1102]
issue-date: ಶನಿವಾರ 13 ಏಪ್ರಿಲ್ 2024 [760, 56, 892, 71]
story2-col2-text: ಶ್ರೀರಂಗಪಟ್ಟಣ ತಾಲ್ಲೂಕಿನ ವಿವಿಧ ಗ್ರಾಮಗಳಲ್ಲಿ ಪ್ರಚಾರ ನಡೆಸಿದ ಅಭ್ಯರ್ಥಿ, ಮತದಾರರ ಬೆಂಬಲ ಕೋರಿದರು. ಗ್ರಾಮಸ್ಥರು ಅದ್ದೂರಿ ಸ್ವಾಗತ ನೀಡಿದರು. ಕೃಷಿ ಸಚಿವ ಎನ್.ಚಲುವರಾಯಸ್ವಾಮಿ, ಶಾಸಕರಾದ ರವಿಕುಮಾರ್ ಗಣಿಗ, ರಮೇಶ್ ಬಂಡಿಸಿದ್ದೇಗೌಡ, ದರ್ಶನ್ ಪುಟ್ಟಣ್ಣಯ್ಯ, ಉದಯ್, ಮಾಜಿ ಶಾಸಕರು, ಮುಖಂಡರು ಉಪಸ್ಥಿತರಿದ್ದರು. ಕಾಂಗ್ರೆಸ್ ಪಕ್ಷದ ಕಾರ್ಯಕರ್ತರು ಮನೆ ಮನೆಗೆ ತೆರಳಿ ಗ್ಯಾರಂಟಿ ಯೋಜನೆಗಳ ಬಗ್ಗೆ ಮಾಹಿತಿ ನೀಡುತ್ತಿದ್ದಾರೆ. ಮತದಾರರು ಕಾಂಗ್ರೆಸ್ ಪಕ್ಷವನ್ನು ಬೆಂಬಲಿಸಲಿದ್ದಾರೆ. [538, 296, 650, 397]
story1-quote-text: ಕುಮಾರಸ್ವಾಮಿ ಮಂಡ್ಯ ಕ್ಷೇತ್ರದಿಂದ ಸ್ಪರ್ಧಿಸುತ್ತಿರುವುದು ನಮಗೆ ಬಲ ತಂದಿದೆ. ರಾಜ್ಯದಲ್ಲಿ ಎಲ್ಲಾ 28 ಕ್ಷೇತ್ರಗಳಲ್ಲಿ ಎನ್‌ಡಿಎ ಗೆಲುವು ಸಾಧಿಸಲಿದೆ. ಕಾಂಗ್ರೆಸ್ ಸರ್ಕಾರದ ವಿರುದ್ಧ ಜನರು ಬೇಸತ್ತಿದ್ದಾರೆ. ಈ ಬಾರಿ ಮಂಡ್ಯದ ಜನತೆ ಕುಮಾರಸ್ವಾಮಿ ಅವರಿಗೆ ಆಶೀರ್ವಾದ ಮಾಡಲಿದ್ದಾರೆ. - ಪ್ರತಾಪ್‌ಸಿಂಹ, ಸಂಸದ [208, 384, 403, 423]
story2-subhead: ಮಂಡ್ಯ ಜಿಲ್ಲೆಯಾದ್ಯಂತ ಭರ್ಜರಿ ಚುನಾವಣಾ ಪ್ರಚಾರ ನಡೆಸಿದ ಸ್ಟಾರ್ ಚಂದ್ರು [517, 120, 793, 134]
story1-col3-text: ಜೆಡಿಎಸ್ ರಾಜ್ಯಾಧ್ಯಕ್ಷರಾದ ಕುಮಾರಸ್ವಾಮಿ ಅವರು ಮಂಡ್ಯದಿಂದ ಸ್ಪರ್ಧಿಸುತ್ತಿರುವುದು ಜಿಲ್ಲೆಯ ಅಭಿವೃದ್ಧಿಗೆ ಸಹಕಾರಿ. ಕೇಂದ್ರದಲ್ಲಿ ಸಚಿವರಾಗುವ ಅವಕಾಶವಿದೆ. ಮಂಡ್ಯದ ಜನತೆ ಅವರನ್ನು ಬೆಂಬಲಿಸಬೇಕು ಎಂದು ಮನವಿ ಮಾಡಿದರು. ನಾಗಮಂಗಲ ಶಾಸಕ ಸುರೇಶ್ ಗೌಡ, ಮಾಜಿ ಸಚಿವ ಕೆ.ಸಿ.ನಾರಾಯಣಗೌಡ, ಮಾಜಿ ಶಾಸಕ ಡಾ.ಅನ್ನದಾನಿ, ಕೆ.ಟಿ.ಶ್ರೀಕಂಠೇಗೌಡ, ಅಶೋಕ್ ಜಯರಾಂ, ಸಿ.ಪಿ.ಉಮೇಶ್ ಉಪಸ್ಥಿತರಿದ್ದರು. ಜೆಡಿಎಸ್ ಮತ್ತು ಬಿಜೆಪಿ ಕಾರ್ಯಕರ್ತರು ಒಗ್ಗಟ್ಟಿನಿಂದ ಕೆಲಸ ಮಾಡಿ ಗೆಲುವು ತಂದುಕೊಡಬೇಕು ಎಂದರು. [298, 474, 410, 584]
story3-col-right [538, 622, 888, 740]
